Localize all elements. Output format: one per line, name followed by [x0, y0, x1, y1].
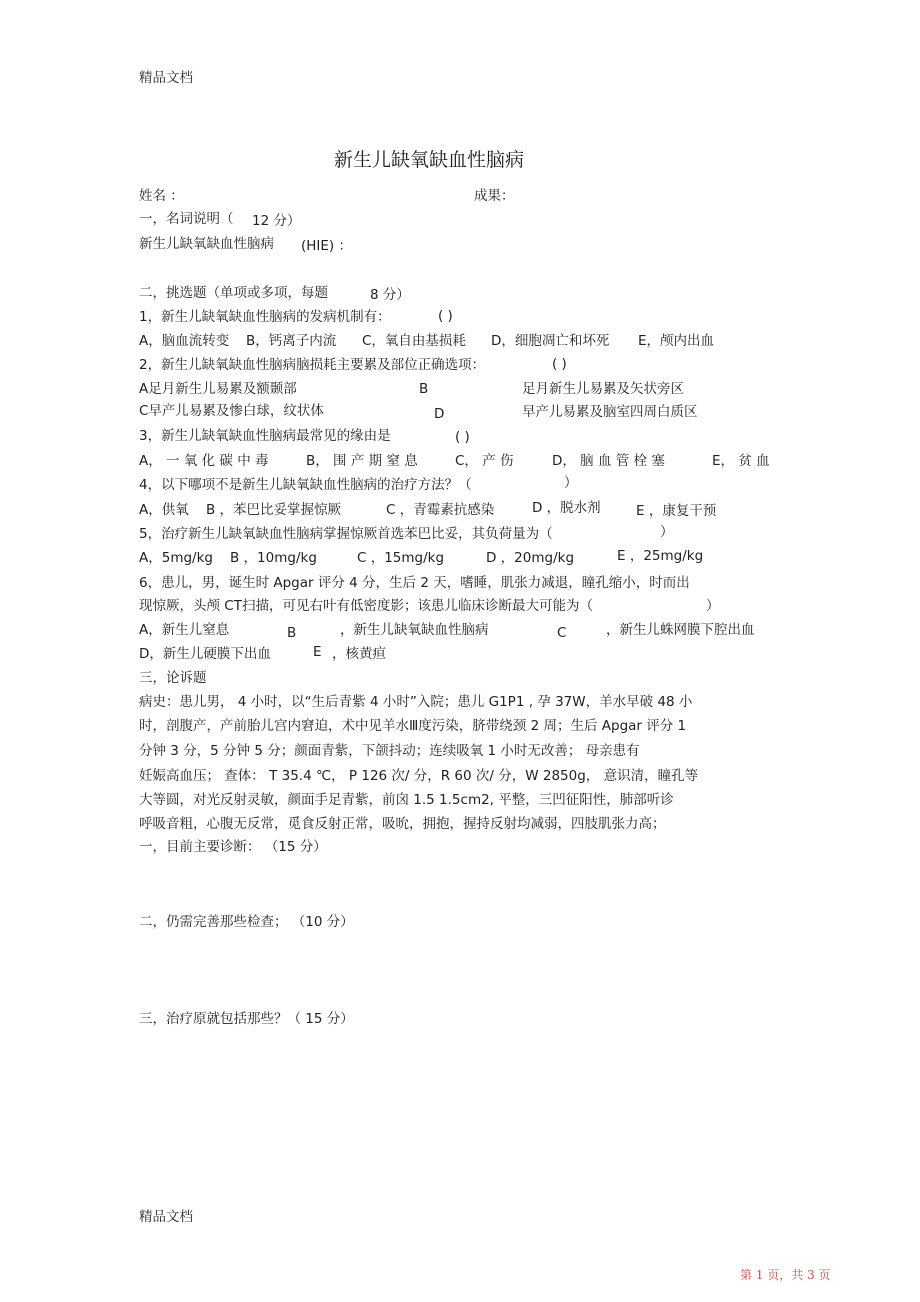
q1-stem: 1，新生儿缺氧缺血性脑病的发病机制有：: [139, 309, 391, 325]
q4-blank-end: ）: [564, 475, 578, 491]
sub-question-exams: 二，仍需完善那些检查； （10 分）: [139, 914, 354, 930]
q5-option-b: B ，10mg/kg: [230, 550, 317, 566]
q4-stem: 4，以下哪项不是新生儿缺氧缺血性脑病的治疗方法？（: [139, 477, 472, 493]
q6-line1: 6，患儿，男，诞生时 Apgar 评分 4 分，生后 2 天，嗜睡，肌张力减退，瞳孔缩小，时而出: [139, 575, 690, 591]
q2-option-b-letter: B: [419, 381, 429, 397]
page-number: 第 1 页，共 3 页: [740, 1268, 831, 1282]
q5-blank-end: ）: [660, 524, 674, 540]
case-line-5: 大等圆，对光反射灵敏，颜面手足青紫，前囟 1.5 1.5cm2, 平整，三凹征阳性，肺部听诊: [139, 792, 674, 808]
q5-option-e: E ，25mg/kg: [617, 548, 704, 564]
q6-option-d: D，新生儿硬膜下出血: [139, 646, 271, 662]
section1-heading: 一，名词说明（: [139, 211, 234, 227]
q4-option-c: C ，青霉素抗感染: [386, 502, 495, 518]
name-label: 姓名 ：: [139, 188, 184, 204]
q6-option-e: ，核黄疸: [332, 646, 386, 662]
q3-option-a: A， 一 氧 化 碳 中 毒: [139, 453, 269, 469]
q4-option-b: B ，苯巴比妥掌握惊厥: [206, 502, 342, 518]
q1-option-e: E，颅内出血: [638, 333, 715, 349]
case-line-4: 妊娠高血压； 查体： T 35.4 ℃， P 126 次/ 分，R 60 次/ 分，W 2850g， 意识清，瞳孔等: [139, 768, 699, 784]
q3-option-b: B， 围 产 期 窒 息: [306, 453, 418, 469]
sub-question-treatment: 三，治疗原就包括那些？（ 15 分）: [139, 1011, 354, 1027]
q6-option-b-letter: B: [287, 625, 297, 641]
q6-option-b: ，新生儿缺氧缺血性脑病: [340, 622, 489, 638]
q3-option-d: D， 脑 血 管 栓 塞: [552, 453, 665, 469]
q3-stem: 3，新生儿缺氧缺血性脑病最常见的缘由是: [139, 428, 391, 444]
sub-question-diagnosis: 一，目前主要诊断： （15 分）: [139, 839, 327, 855]
section1-points: 12 分）: [252, 213, 301, 229]
q1-option-d: D，细胞凋亡和坏死: [491, 333, 610, 349]
case-line-1: 病史：患儿男， 4 小时，以“生后青紫 4 小时”入院；患儿 G1P1 , 孕 37W，羊水早破 48 小: [139, 694, 693, 710]
section2-points: 8 分）: [370, 287, 410, 303]
q2-option-c: C早产儿易累及惨白球，纹状体: [139, 403, 324, 419]
q2-stem: 2，新生儿缺氧缺血性脑病脑损耗主要累及部位正确选项：: [139, 357, 486, 373]
q2-option-b: 足月新生儿易累及矢状旁区: [522, 381, 684, 397]
q2-option-d: 早产儿易累及脑室四周白质区: [522, 404, 698, 420]
q1-option-c: C，氧自由基损耗: [362, 333, 466, 349]
q3-blank: ( ): [455, 429, 470, 445]
q4-option-a: A，供氧: [139, 502, 189, 518]
case-line-3: 分钟 3 分，5 分钟 5 分；颜面青紫，下颌抖动；连续吸氧 1 小时无改善； 母亲患有: [139, 743, 640, 759]
footer-watermark: 精品文档: [139, 1209, 193, 1225]
q3-option-e: E， 贫 血: [712, 453, 770, 469]
q6-blank-end: ）: [706, 598, 720, 614]
q1-option-b: B，钙离子内流: [246, 333, 337, 349]
section1-term-abbr: (HIE) ：: [301, 238, 352, 254]
q5-option-c: C ，15mg/kg: [357, 550, 445, 566]
section3-heading: 三，论诉题: [139, 670, 207, 686]
q6-option-c: ，新生儿蛛网膜下腔出血: [606, 622, 755, 638]
section2-heading: 二，挑选题（单项或多项，每题: [139, 285, 328, 301]
q6-option-e-letter: E: [313, 644, 322, 660]
q4-option-d: D ，脱水剂: [532, 500, 601, 516]
q6-option-a: A，新生儿窒息: [139, 622, 230, 638]
document-title: 新生儿缺氧缺血性脑病: [334, 149, 525, 171]
section1-term: 新生儿缺氧缺血性脑病: [139, 236, 274, 252]
q5-option-a: A，5mg/kg: [139, 550, 213, 566]
q4-option-e: E ，康复干预: [636, 503, 717, 519]
q2-option-a: A足月新生儿易累及额颞部: [139, 381, 297, 397]
q1-blank: ( ): [438, 308, 453, 324]
q1-option-a: A，脑血流转变: [139, 333, 230, 349]
q5-option-d: D ，20mg/kg: [486, 550, 575, 566]
case-line-6: 呼吸音粗，心腹无反常，觅食反射正常，吸吮，拥抱，握持反射均减弱，四肢肌张力高；: [139, 816, 666, 832]
score-label: 成果：: [474, 188, 515, 204]
q2-option-d-letter: D: [434, 406, 445, 422]
q6-option-c-letter: C: [557, 625, 567, 641]
q6-line2: 现惊厥，头颅 CT扫描，可见右叶有低密度影；该患儿临床诊断最大可能为（: [139, 598, 593, 614]
q5-stem: 5，治疗新生儿缺氧缺血性脑病掌握惊厥首选苯巴比妥，其负荷量为（: [139, 526, 553, 542]
q3-option-c: C， 产 伤: [455, 453, 514, 469]
case-line-2: 时，剖腹产，产前胎儿宫内窘迫，术中见羊水Ⅲ度污染，脐带绕颈 2 周；生后 Apgar 评分 1: [139, 718, 687, 734]
header-watermark: 精品文档: [139, 70, 193, 86]
q2-blank: ( ): [552, 356, 567, 372]
